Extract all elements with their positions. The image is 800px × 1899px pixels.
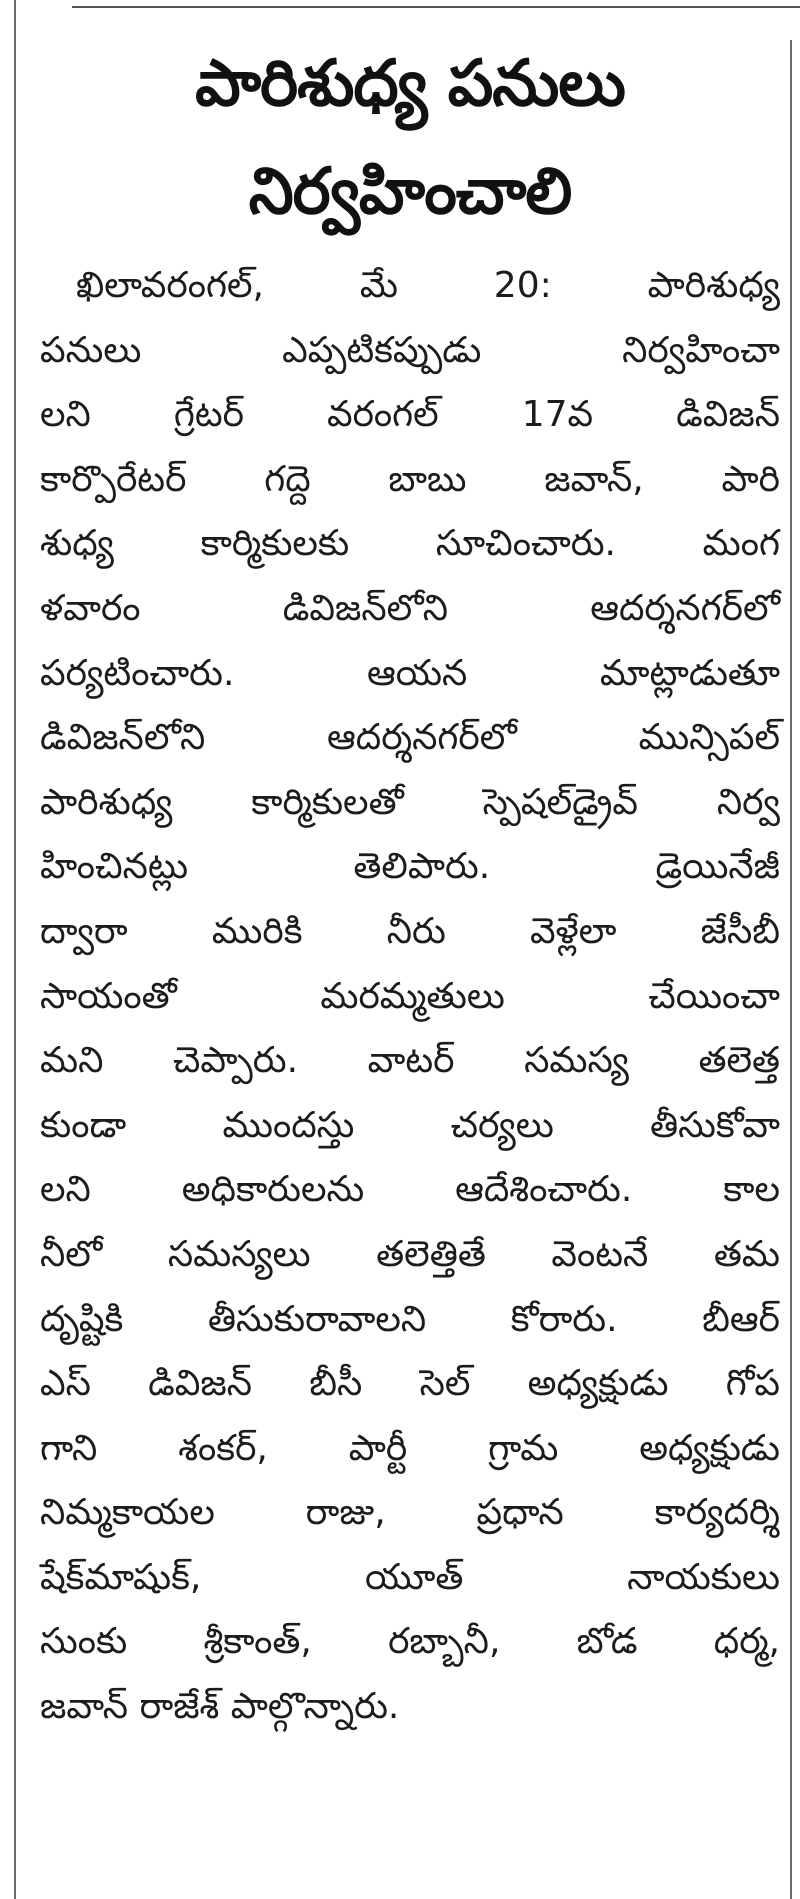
body-line: నీలో సమస్యలు తలెత్తితే వెంటనే తమ — [40, 1233, 780, 1275]
right-column-rule — [790, 40, 792, 1899]
body-line: నిమ్మకాయల రాజు, ప్రధాన కార్యదర్శి — [40, 1492, 780, 1534]
article-body — [40, 254, 780, 1740]
body-line: దృష్టికి తీసుకురావాలని కోరారు. బీఆర్ — [40, 1298, 780, 1340]
body-line: మని చెప్పారు. వాటర్ సమస్య తలెత్త — [40, 1040, 780, 1082]
body-line: గాని శంకర్, పార్టీ గ్రామ అధ్యక్షుడు — [40, 1427, 780, 1469]
top-column-rule — [72, 6, 800, 8]
body-line: సాయంతో మరమ్మతులు చేయించా — [40, 975, 780, 1017]
body-line: పర్యటించారు. ఆయన మాట్లాడుతూ — [40, 652, 780, 694]
headline-line-2: నిర్వహించాలి — [248, 155, 572, 229]
news-clipping — [40, 30, 780, 1740]
body-line: కుండా ముందస్తు చర్యలు తీసుకోవా — [40, 1104, 780, 1146]
body-line: సుంకు శ్రీకాంత్, రబ్బానీ, బోడ ధర్మ, — [40, 1621, 780, 1663]
article-headline — [40, 30, 780, 246]
body-line: లని గ్రేటర్ వరంగల్ 17వ డివిజన్ — [40, 394, 780, 436]
body-line: ద్వారా మురికి నీరు వెళ్లేలా జేసీబీ — [40, 910, 780, 952]
body-line: పారిశుధ్య కార్మికులతో స్పెషల్‌డ్రైవ్ నిర్వ — [40, 781, 780, 823]
body-line: ఎస్ డివిజన్ బీసీ సెల్ అధ్యక్షుడు గోప — [40, 1363, 780, 1405]
body-line: ఖిలావరంగల్, మే 20: పారిశుధ్య — [76, 265, 780, 306]
body-line: జవాన్ రాజేశ్ పాల్గొన్నారు. — [40, 1686, 400, 1728]
body-line: హించినట్లు తెలిపారు. డ్రెయినేజీ — [40, 846, 780, 888]
body-line: డివిజన్‌లోని ఆదర్శనగర్‌లో మున్సిపల్ — [40, 717, 780, 759]
left-column-rule — [14, 0, 16, 1899]
body-line: షేక్‌మాషుక్, యూత్ నాయకులు — [40, 1556, 780, 1598]
headline-line-1: పారిశుధ్య పనులు — [195, 47, 625, 121]
body-line: పనులు ఎప్పటికప్పుడు నిర్వహించా — [40, 329, 780, 371]
body-line: శుధ్య కార్మికులకు సూచించారు. మంగ — [40, 523, 780, 565]
body-line: ళవారం డివిజన్‌లోని ఆదర్శనగర్‌లో — [40, 587, 780, 629]
body-line: కార్పొరేటర్ గద్దె బాబు జవాన్, పారి — [40, 458, 780, 500]
body-line: లని అధికారులను ఆదేశించారు. కాల — [40, 1169, 780, 1211]
